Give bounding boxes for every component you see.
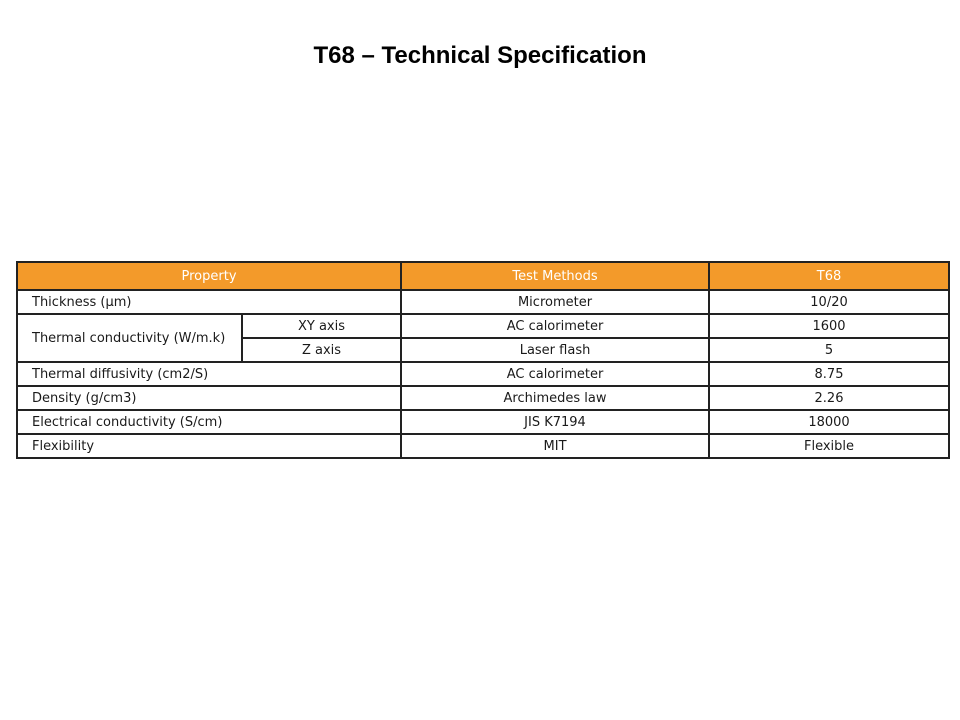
method-cell: JIS K7194 bbox=[401, 410, 709, 434]
method-cell: Micrometer bbox=[401, 290, 709, 314]
method-cell: MIT bbox=[401, 434, 709, 458]
table-row bbox=[17, 386, 949, 410]
header-property: Property bbox=[17, 262, 401, 290]
header-product: T68 bbox=[709, 262, 949, 290]
sub-property-cell: Z axis bbox=[242, 338, 401, 362]
property-cell: Thermal diffusivity (cm2/S) bbox=[17, 362, 401, 386]
property-cell: Density (g/cm3) bbox=[17, 386, 401, 410]
property-cell: Thermal conductivity (W/m.k) bbox=[17, 314, 242, 362]
table-row bbox=[17, 410, 949, 434]
method-cell: AC calorimeter bbox=[401, 362, 709, 386]
spec-table bbox=[16, 261, 950, 459]
property-cell: Electrical conductivity (S/cm) bbox=[17, 410, 401, 434]
method-cell: Laser flash bbox=[401, 338, 709, 362]
slide-title: T68 – Technical Specification bbox=[313, 42, 647, 69]
header-test-methods: Test Methods bbox=[401, 262, 709, 290]
table-row bbox=[17, 290, 949, 314]
table-header-row bbox=[17, 262, 949, 290]
method-cell: AC calorimeter bbox=[401, 314, 709, 338]
table-row bbox=[17, 314, 949, 338]
value-cell: Flexible bbox=[709, 434, 949, 458]
table-row bbox=[17, 362, 949, 386]
value-cell: 1600 bbox=[709, 314, 949, 338]
value-cell: 2.26 bbox=[709, 386, 949, 410]
value-cell: 5 bbox=[709, 338, 949, 362]
property-cell: Flexibility bbox=[17, 434, 401, 458]
value-cell: 10/20 bbox=[709, 290, 949, 314]
value-cell: 8.75 bbox=[709, 362, 949, 386]
table-row bbox=[17, 434, 949, 458]
method-cell: Archimedes law bbox=[401, 386, 709, 410]
property-cell: Thickness (μm) bbox=[17, 290, 401, 314]
sub-property-cell: XY axis bbox=[242, 314, 401, 338]
value-cell: 18000 bbox=[709, 410, 949, 434]
